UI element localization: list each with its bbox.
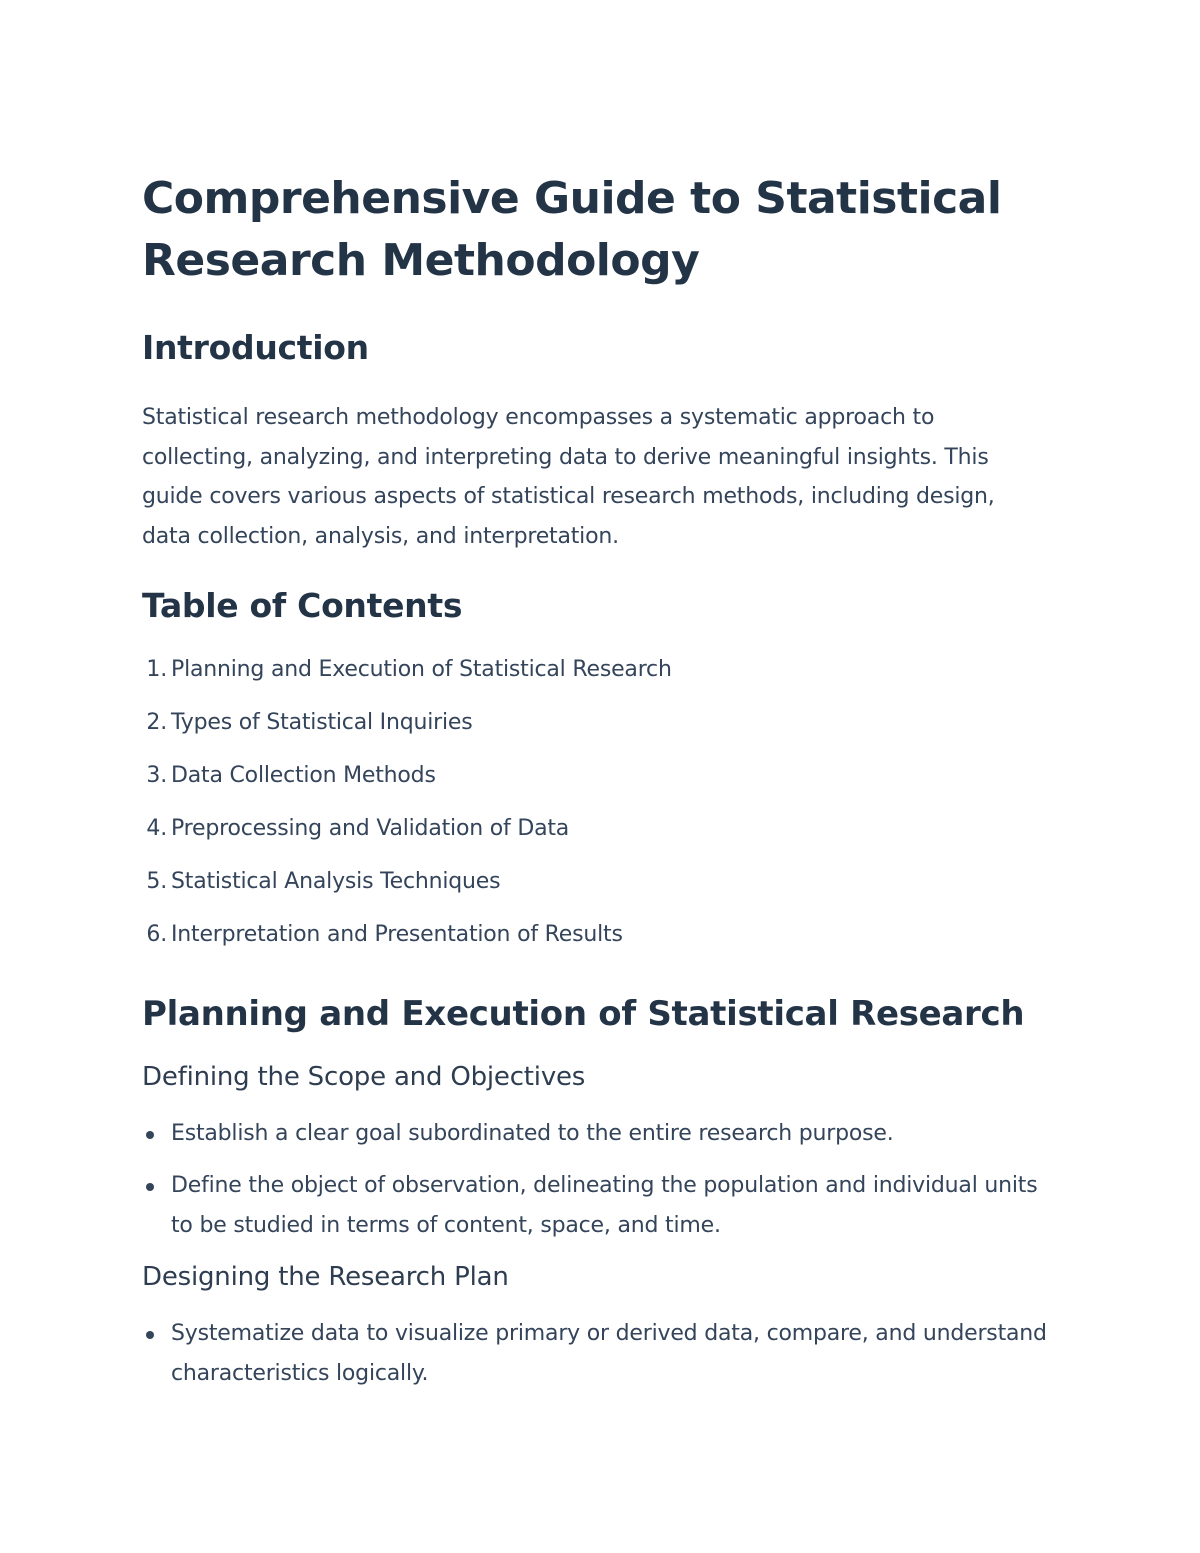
toc-list <box>142 654 1050 972</box>
toc-item-number: 4. <box>146 816 167 841</box>
list-item <box>142 1314 1050 1394</box>
toc-item-number: 1. <box>146 657 167 682</box>
bullet-icon <box>146 1183 154 1191</box>
subsection-heading-plan: Designing the Research Plan <box>142 1262 509 1292</box>
list-item-text: Establish a clear goal subordinated to the entire research purpose. <box>171 1121 894 1146</box>
subsection-heading-scope: Defining the Scope and Objectives <box>142 1062 586 1092</box>
introduction-heading: Introduction <box>142 328 369 367</box>
list-item <box>142 1166 1050 1246</box>
list-item-text: Systematize data to visualize primary or derived data, compare, and understand characteristics logically. <box>171 1321 1047 1386</box>
toc-heading: Table of Contents <box>142 586 463 625</box>
toc-item <box>142 654 1050 707</box>
toc-item-label: Interpretation and Presentation of Results <box>171 922 623 947</box>
toc-item <box>142 919 1050 972</box>
introduction-paragraph: Statistical research methodology encompasses a systematic approach to collecting, analyzing, and interpreting data to derive meaningful insights. This guide covers various aspects of statistical research methods, including design, data collection, analysis, and interpretation. <box>142 405 995 549</box>
toc-item-label: Planning and Execution of Statistical Research <box>171 657 672 682</box>
toc-item-number: 6. <box>146 922 167 947</box>
toc-item-label: Types of Statistical Inquiries <box>171 710 473 735</box>
bullet-icon <box>146 1131 154 1139</box>
bullet-list-scope <box>142 1114 1050 1246</box>
toc-item-number: 2. <box>146 710 167 735</box>
list-item <box>142 1114 1050 1154</box>
section-heading-planning: Planning and Execution of Statistical Research <box>142 994 1025 1034</box>
bullet-icon <box>146 1331 154 1339</box>
toc-item-number: 3. <box>146 763 167 788</box>
toc-item <box>142 760 1050 813</box>
document-title: Comprehensive Guide to Statistical Research Methodology <box>142 173 1002 286</box>
toc-item <box>142 813 1050 866</box>
bullet-list-plan <box>142 1314 1050 1394</box>
toc-item-label: Statistical Analysis Techniques <box>171 869 501 894</box>
toc-item-label: Preprocessing and Validation of Data <box>171 816 570 841</box>
list-item-text: Define the object of observation, delineating the population and individual units to be studied in terms of content, space, and time. <box>171 1173 1038 1238</box>
toc-item-number: 5. <box>146 869 167 894</box>
toc-item-label: Data Collection Methods <box>171 763 436 788</box>
toc-item <box>142 707 1050 760</box>
toc-item <box>142 866 1050 919</box>
